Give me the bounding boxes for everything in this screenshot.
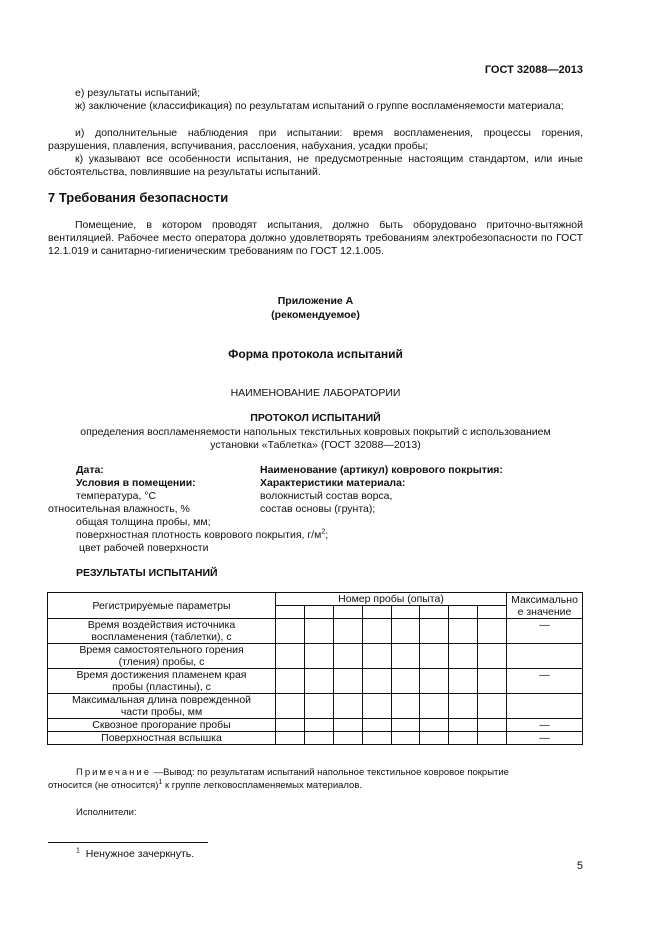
value-cell bbox=[391, 669, 420, 694]
value-cell bbox=[420, 644, 449, 669]
param-line-1: Время достижения пламенем края bbox=[76, 669, 247, 681]
value-cell bbox=[362, 619, 391, 644]
value-cell bbox=[478, 619, 507, 644]
footnote-mark: 1 bbox=[76, 847, 80, 855]
protocol-title: ПРОТОКОЛ ИСПЫТАНИЙ bbox=[250, 412, 381, 424]
value-cell bbox=[449, 694, 478, 719]
value-cell bbox=[478, 732, 507, 745]
value-cell bbox=[449, 732, 478, 745]
sample-cell bbox=[420, 606, 449, 619]
surface-color-field: цвет рабочей поверхности bbox=[79, 542, 209, 554]
value-cell bbox=[333, 732, 362, 745]
value-cell bbox=[391, 644, 420, 669]
sample-cell bbox=[391, 606, 420, 619]
param-line-2: пробы (пластины), с bbox=[112, 681, 211, 693]
table-row bbox=[48, 732, 583, 745]
value-cell bbox=[276, 669, 305, 694]
density-superscript: 2 bbox=[321, 528, 326, 536]
param-cell bbox=[48, 644, 276, 669]
col-params-header: Регистрируемые параметры bbox=[48, 593, 276, 619]
document-code: ГОСТ 32088—2013 bbox=[484, 64, 583, 76]
note-continuation bbox=[48, 779, 362, 792]
value-cell bbox=[362, 694, 391, 719]
table-row bbox=[48, 644, 583, 669]
table-row bbox=[48, 694, 583, 719]
footnote-divider bbox=[48, 842, 208, 843]
value-cell bbox=[391, 719, 420, 732]
carpet-name-label: Наименование (артикул) коврового покрытия: bbox=[260, 464, 503, 476]
pile-composition-field: волокнистый состав ворса, bbox=[260, 490, 393, 502]
sample-cell bbox=[333, 606, 362, 619]
value-cell bbox=[276, 619, 305, 644]
param-cell: Поверхностная вспышка bbox=[48, 732, 276, 745]
col-max-header-line-2: е значение bbox=[517, 605, 572, 618]
form-title: Форма протокола испытаний bbox=[228, 347, 403, 361]
protocol-description-line-2: установки «Таблетка» (ГОСТ 32088—2013) bbox=[210, 439, 421, 451]
results-header-row bbox=[48, 593, 583, 606]
value-cell bbox=[276, 694, 305, 719]
max-value-cell bbox=[507, 694, 583, 719]
value-cell bbox=[362, 732, 391, 745]
footnote-text: Ненужное зачеркнуть. bbox=[85, 848, 195, 860]
value-cell bbox=[420, 669, 449, 694]
value-cell bbox=[362, 644, 391, 669]
note-label: Примечание bbox=[76, 767, 151, 778]
footnote-reference: 1 bbox=[158, 778, 163, 786]
max-value-cell bbox=[507, 644, 583, 669]
max-value-cell: — bbox=[507, 669, 583, 694]
humidity-field: относительная влажность, % bbox=[48, 503, 190, 515]
value-cell bbox=[420, 719, 449, 732]
sample-cell bbox=[304, 606, 333, 619]
value-cell bbox=[304, 669, 333, 694]
table-row bbox=[48, 669, 583, 694]
value-cell bbox=[449, 669, 478, 694]
value-cell bbox=[391, 732, 420, 745]
section-7-text: Помещение, в котором проводят испытания, должно быть оборудовано приточно-вытяжной вентиляцией. Рабочее место оператора должно удовлетворять требованиям электробезопасности по ГОСТ 12.1.019 и санитарно-гигиеническим требованиям по ГОСТ 12.1.005. bbox=[48, 219, 583, 257]
value-cell bbox=[276, 719, 305, 732]
value-cell bbox=[449, 719, 478, 732]
room-conditions-label: Условия в помещении: bbox=[76, 477, 196, 489]
page-number: 5 bbox=[576, 860, 583, 872]
date-label: Дата: bbox=[76, 464, 104, 476]
param-line-1: Максимальная длина поврежденной bbox=[71, 694, 252, 706]
value-cell bbox=[391, 694, 420, 719]
value-cell bbox=[478, 694, 507, 719]
value-cell bbox=[333, 669, 362, 694]
value-cell bbox=[333, 719, 362, 732]
note-text-2a: относится (не относится) bbox=[48, 780, 159, 791]
max-value-cell: — bbox=[507, 719, 583, 732]
list-item-e: е) результаты испытаний; bbox=[75, 87, 201, 99]
param-cell bbox=[48, 619, 276, 644]
note-text-1: —Вывод: по результатам испытаний напольное текстильное ковровое покрытие bbox=[151, 767, 509, 778]
param-line-1: Время самостоятельного горения bbox=[79, 644, 244, 656]
value-cell bbox=[449, 619, 478, 644]
value-cell bbox=[333, 694, 362, 719]
value-cell bbox=[304, 619, 333, 644]
protocol-description-line-1: определения воспламеняемости напольных текстильных ковровых покрытий с использованием bbox=[80, 426, 551, 438]
param-cell bbox=[48, 669, 276, 694]
value-cell bbox=[478, 669, 507, 694]
value-cell bbox=[333, 619, 362, 644]
value-cell bbox=[391, 619, 420, 644]
lab-name: НАИМЕНОВАНИЕ ЛАБОРАТОРИИ bbox=[230, 387, 401, 399]
value-cell bbox=[304, 719, 333, 732]
note-text-2b: к группе легковоспламеняемых материалов. bbox=[162, 780, 363, 791]
param-line-2: воспламенения (таблетки), с bbox=[91, 631, 232, 643]
thickness-field: общая толщина пробы, мм; bbox=[76, 516, 211, 528]
list-item-i: и) дополнительные наблюдения при испытании: время воспламенения, процессы горения, разрушения, плавления, вспучивания, расслоения, набухания, усадки пробы; bbox=[48, 127, 583, 152]
density-field bbox=[76, 529, 328, 542]
max-value-cell: — bbox=[507, 619, 583, 644]
appendix-subtitle: (рекомендуемое) bbox=[271, 309, 360, 321]
results-title: РЕЗУЛЬТАТЫ ИСПЫТАНИЙ bbox=[76, 567, 218, 579]
value-cell bbox=[333, 644, 362, 669]
list-item-k: к) указывают все особенности испытания, не предусмотренные настоящим стандартом, или иные обстоятельства, повлиявшие на результаты испытаний. bbox=[48, 153, 583, 178]
density-end: ; bbox=[325, 529, 329, 541]
value-cell bbox=[449, 644, 478, 669]
param-line-1: Время воздействия источника bbox=[87, 619, 236, 631]
executors-label: Исполнители: bbox=[76, 807, 137, 818]
sample-cell bbox=[449, 606, 478, 619]
table-row bbox=[48, 719, 583, 732]
sample-cell bbox=[362, 606, 391, 619]
param-cell: Сквозное прогорание пробы bbox=[48, 719, 276, 732]
value-cell bbox=[420, 694, 449, 719]
param-line-2: (тления) пробы, с bbox=[118, 656, 205, 668]
value-cell bbox=[276, 732, 305, 745]
temperature-field: температура, °С bbox=[76, 490, 157, 502]
param-line-2: части пробы, мм bbox=[120, 706, 203, 718]
base-composition-field: состав основы (грунта); bbox=[260, 503, 376, 515]
value-cell bbox=[478, 719, 507, 732]
col-sample-header: Номер пробы (опыта) bbox=[276, 593, 507, 606]
sample-cell bbox=[276, 606, 305, 619]
footnote bbox=[76, 848, 194, 861]
value-cell bbox=[362, 669, 391, 694]
value-cell bbox=[304, 694, 333, 719]
param-cell bbox=[48, 694, 276, 719]
value-cell bbox=[276, 644, 305, 669]
value-cell bbox=[304, 732, 333, 745]
value-cell bbox=[362, 719, 391, 732]
results-table bbox=[47, 592, 583, 745]
sample-cell bbox=[478, 606, 507, 619]
value-cell bbox=[478, 644, 507, 669]
list-item-zh: ж) заключение (классификация) по результатам испытаний о группе воспламеняемости материала; bbox=[75, 100, 564, 112]
appendix-title: Приложение А bbox=[277, 295, 354, 307]
col-max-header-line-1: Максимально bbox=[511, 593, 578, 606]
value-cell bbox=[420, 732, 449, 745]
note bbox=[76, 766, 583, 779]
section-7-heading: 7 Требования безопасности bbox=[48, 190, 229, 205]
material-characteristics-label: Характеристики материала: bbox=[260, 477, 406, 489]
value-cell bbox=[420, 619, 449, 644]
density-text: поверхностная плотность коврового покрытия, г/м bbox=[76, 529, 322, 541]
max-value-cell: — bbox=[507, 732, 583, 745]
table-row bbox=[48, 619, 583, 644]
col-max-header bbox=[507, 593, 583, 619]
value-cell bbox=[304, 644, 333, 669]
